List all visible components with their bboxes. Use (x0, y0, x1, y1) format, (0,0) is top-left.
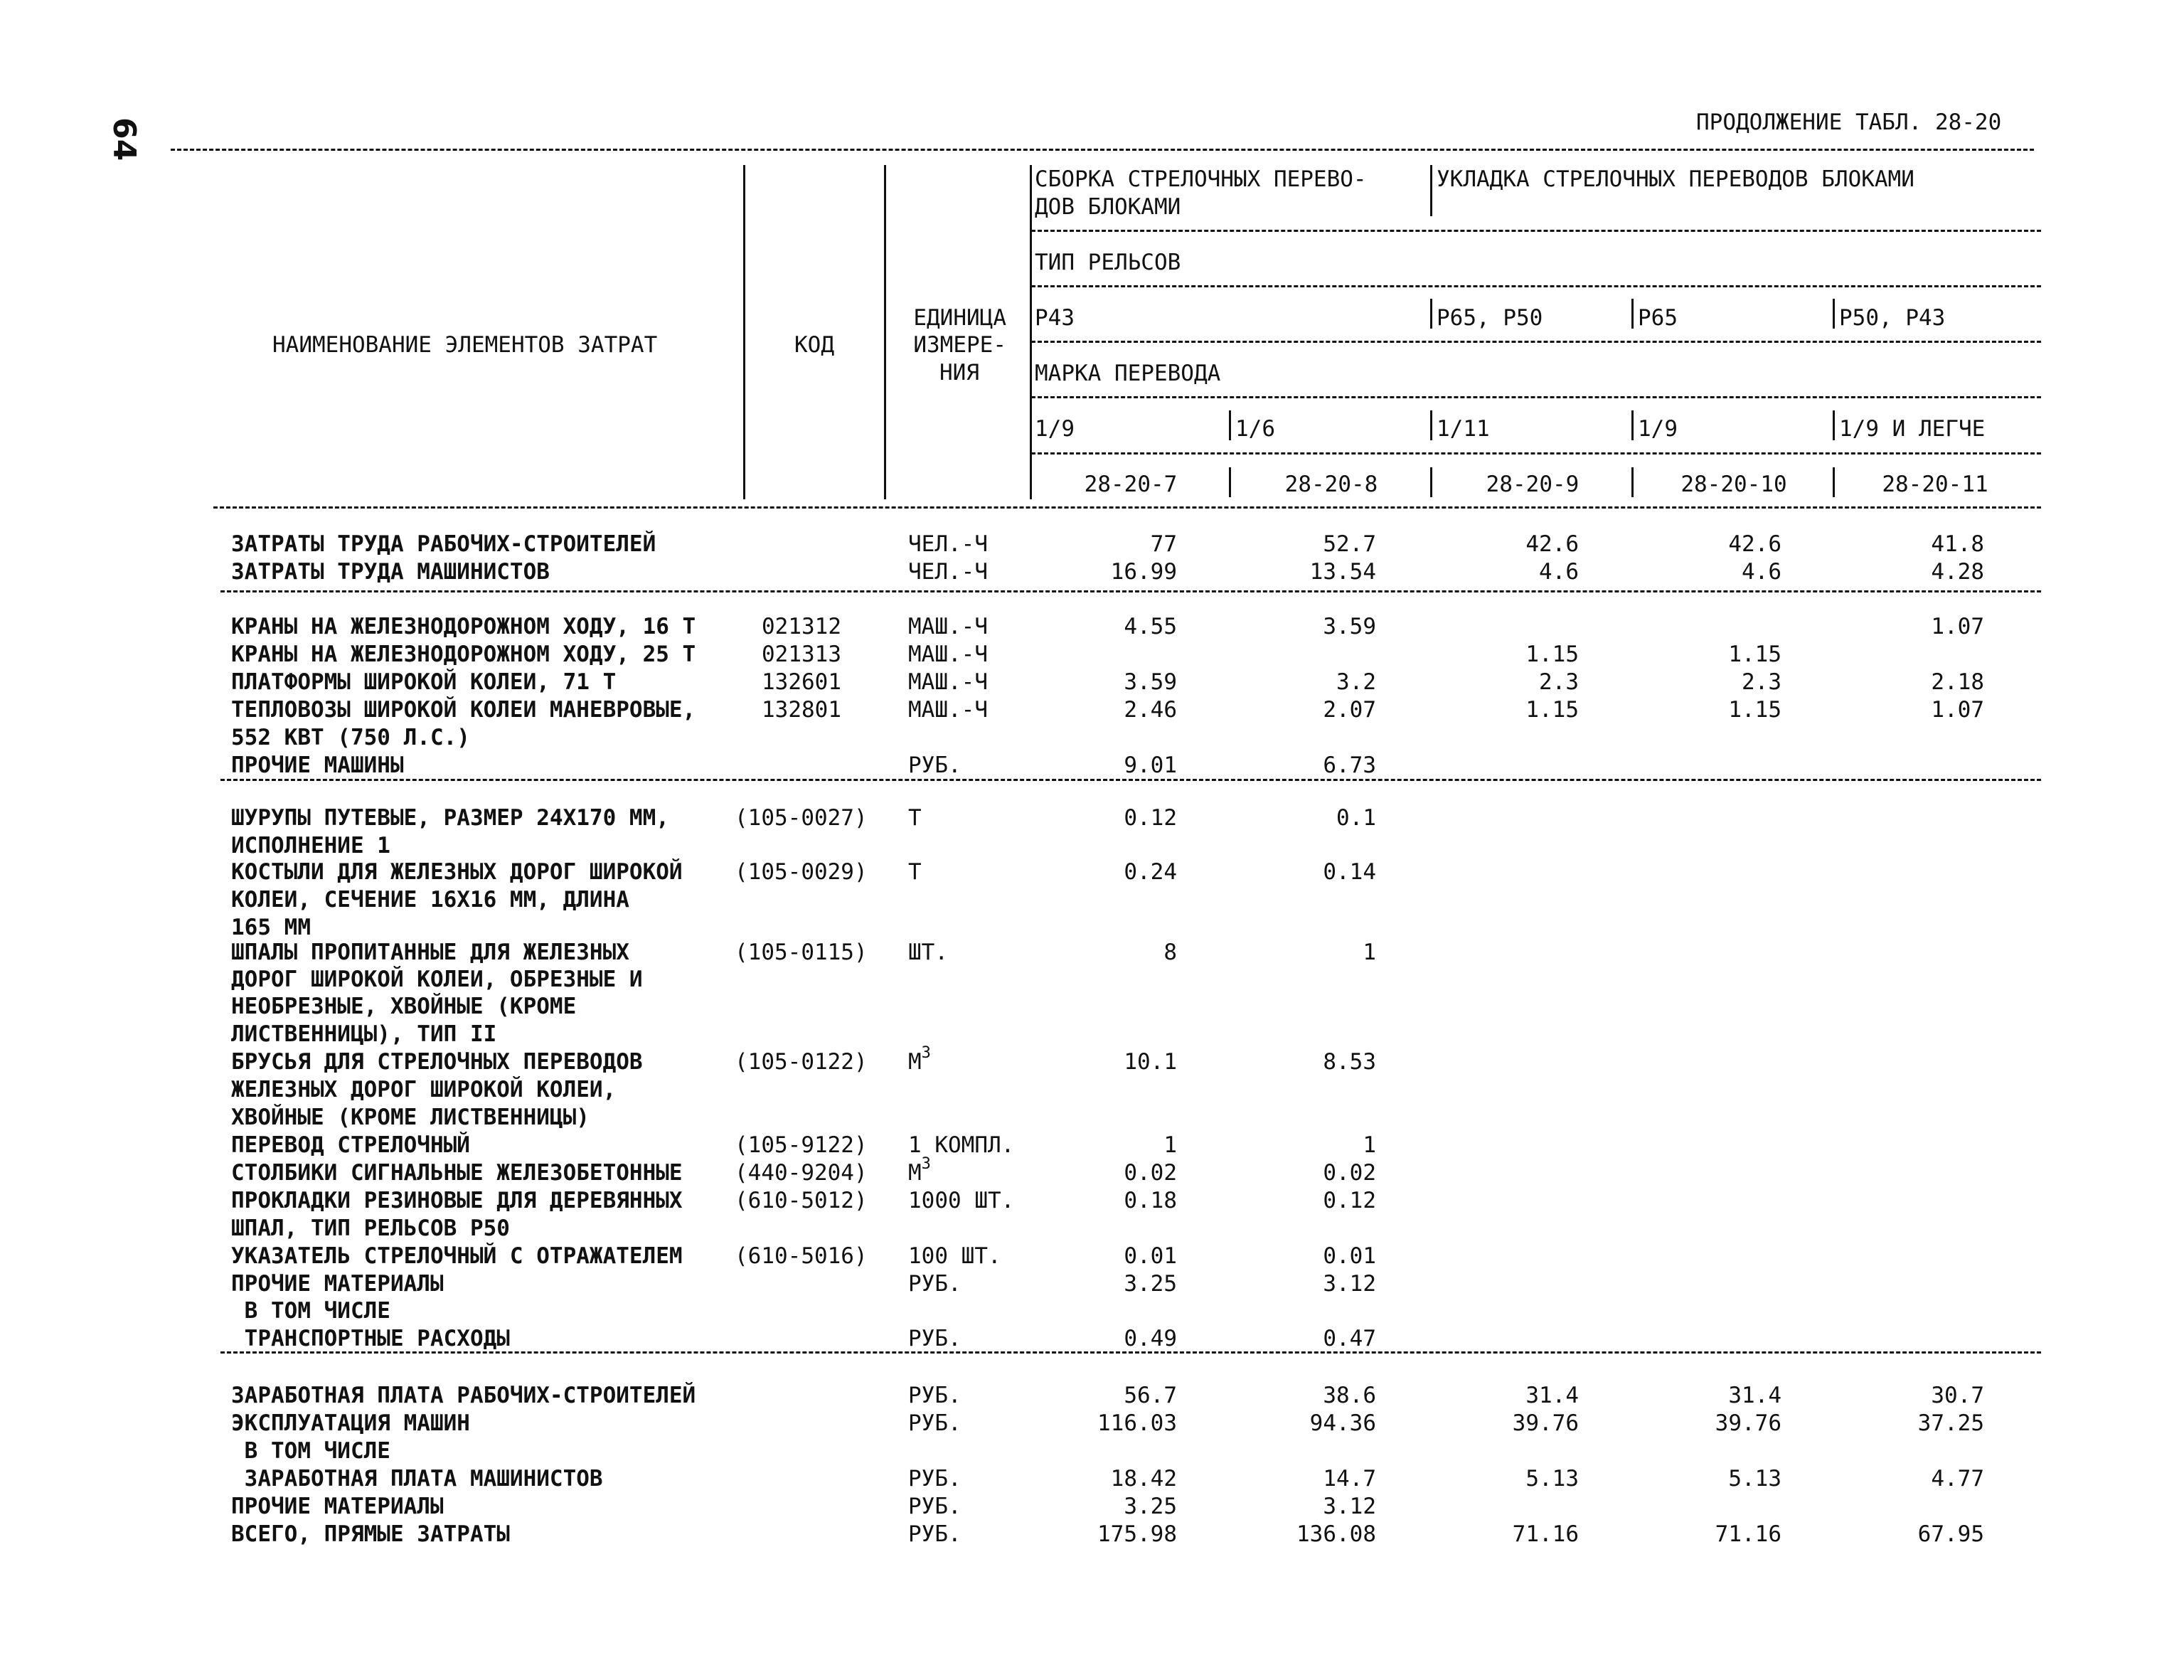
row-unit: $М^3$ (908, 1155, 931, 1186)
row-value-2: 6.73 (1323, 753, 1376, 778)
brand-4: 1/9 (1638, 416, 1678, 442)
row-value-1: 18.42 (1110, 1466, 1177, 1492)
row-value-2: 1 (1363, 1132, 1376, 1158)
row-value-2: 2.07 (1323, 697, 1376, 723)
row-name: ДОРОГ ШИРОКОЙ КОЛЕИ, ОБРЕЗНЫЕ И (231, 967, 643, 992)
row-value-2: 0.02 (1323, 1160, 1376, 1186)
rule-rail-values (1031, 341, 2041, 343)
vline-brand-3 (1631, 410, 1634, 440)
norm-code-1: 28-20-7 (1084, 472, 1178, 497)
rule-machines (220, 779, 2041, 781)
row-value-1: 116.03 (1097, 1410, 1177, 1436)
group-assembly-2: ДОВ БЛОКАМИ (1035, 194, 1181, 220)
row-value-5: 2.18 (1931, 669, 1984, 695)
row-value-2: 0.47 (1323, 1326, 1376, 1351)
row-unit: РУБ. (908, 1271, 962, 1297)
row-name: ЗАТРАТЫ ТРУДА МАШИНИСТОВ (231, 559, 550, 585)
row-value-2: 38.6 (1323, 1383, 1376, 1408)
row-name: КОЛЕИ, СЕЧЕНИЕ 16X16 ММ, ДЛИНА (231, 887, 629, 913)
row-unit: Т (908, 805, 922, 831)
row-value-2: 14.7 (1323, 1466, 1376, 1492)
row-value-5: 4.28 (1931, 559, 1984, 585)
row-value-3: 39.76 (1512, 1410, 1579, 1436)
vline-brand-4 (1833, 410, 1835, 440)
group-laying: УКЛАДКА СТРЕЛОЧНЫХ ПЕРЕВОДОВ БЛОКАМИ (1437, 166, 1914, 192)
row-name: КОСТЫЛИ ДЛЯ ЖЕЛЕЗНЫХ ДОРОГ ШИРОКОЙ (231, 859, 683, 885)
rule-brand-values (1031, 452, 2041, 454)
brand-2: 1/6 (1235, 416, 1275, 442)
vline-code-3 (1631, 467, 1634, 497)
row-name: ИСПОЛНЕНИЕ 1 (231, 833, 390, 858)
row-value-1: 3.25 (1124, 1271, 1177, 1297)
row-code: 132601 (762, 669, 841, 695)
row-value-1: 9.01 (1124, 753, 1177, 778)
row-value-1: 0.24 (1124, 859, 1177, 885)
row-value-3: 5.13 (1525, 1466, 1579, 1492)
row-name: ПРОЧИЕ МАТЕРИАЛЫ (231, 1494, 444, 1519)
norm-code-5: 28-20-11 (1882, 472, 1988, 497)
row-name: ШУРУПЫ ПУТЕВЫЕ, РАЗМЕР 24X170 ММ, (231, 805, 669, 831)
brand-label: МАРКА ПЕРЕВОДА (1035, 361, 1221, 386)
vline-code-2 (1430, 467, 1432, 497)
row-name: ХВОЙНЫЕ (КРОМЕ ЛИСТВЕННИЦЫ) (231, 1105, 590, 1130)
row-value-1: 0.18 (1124, 1188, 1177, 1213)
row-name: ЗАРАБОТНАЯ ПЛАТА МАШИНИСТОВ (231, 1466, 603, 1492)
rule-top (171, 149, 2034, 151)
row-unit: РУБ. (908, 1521, 962, 1547)
row-unit: ЧЕЛ.-Ч (908, 559, 988, 585)
vline-code (884, 165, 886, 499)
row-value-1: 56.7 (1124, 1383, 1177, 1408)
row-value-1: 0.02 (1124, 1160, 1177, 1186)
header-name: НАИМЕНОВАНИЕ ЭЛЕМЕНТОВ ЗАТРАТ (272, 332, 658, 358)
row-value-2: 136.08 (1296, 1521, 1376, 1547)
row-name: ПЕРЕВОД СТРЕЛОЧНЫЙ (231, 1132, 470, 1158)
row-value-3: 1.15 (1525, 642, 1579, 667)
row-value-1: 2.46 (1124, 697, 1177, 723)
row-unit: РУБ. (908, 1410, 962, 1436)
row-value-3: 71.16 (1512, 1521, 1579, 1547)
row-name: ТЕПЛОВОЗЫ ШИРОКОЙ КОЛЕИ МАНЕВРОВЫЕ, (231, 697, 696, 723)
row-name: В ТОМ ЧИСЛЕ (231, 1438, 390, 1464)
header-unit-1: ЕДИНИЦА (913, 305, 1006, 331)
row-code: 021313 (762, 642, 841, 667)
vline-group (1430, 165, 1432, 216)
row-value-2: 52.7 (1323, 531, 1376, 557)
row-value-2: 3.59 (1323, 614, 1376, 639)
row-unit: МАШ.-Ч (908, 642, 988, 667)
brand-3: 1/11 (1437, 416, 1490, 442)
row-unit: РУБ. (908, 1466, 962, 1492)
row-value-4: 2.3 (1742, 669, 1781, 695)
row-value-2: 0.1 (1336, 805, 1376, 831)
row-value-2: 3.12 (1323, 1271, 1376, 1297)
row-value-5: 67.95 (1917, 1521, 1984, 1547)
row-value-2: 94.36 (1309, 1410, 1376, 1436)
row-name: КРАНЫ НА ЖЕЛЕЗНОДОРОЖНОМ ХОДУ, 25 Т (231, 642, 696, 667)
row-name: БРУСЬЯ ДЛЯ СТРЕЛОЧНЫХ ПЕРЕВОДОВ (231, 1049, 643, 1075)
row-value-1: 1 (1163, 1132, 1177, 1158)
row-value-3: 4.6 (1539, 559, 1579, 585)
rail-type-label: ТИП РЕЛЬСОВ (1035, 250, 1181, 275)
row-value-1: 0.12 (1124, 805, 1177, 831)
row-name: ПРОЧИЕ МАШИНЫ (231, 753, 404, 778)
vline-unit (1030, 165, 1032, 499)
header-unit-2: ИЗМЕРЕ- (913, 332, 1006, 358)
vline-brand-2 (1430, 410, 1432, 440)
row-name: ЭКСПЛУАТАЦИЯ МАШИН (231, 1410, 470, 1436)
row-name: В ТОМ ЧИСЛЕ (231, 1298, 390, 1324)
row-code: (105-0122) (735, 1049, 868, 1075)
row-value-4: 71.16 (1715, 1521, 1781, 1547)
vline-rail-2 (1631, 299, 1634, 329)
row-code: (105-9122) (735, 1132, 868, 1158)
row-value-2: 0.14 (1323, 859, 1376, 885)
row-value-4: 42.6 (1728, 531, 1781, 557)
row-unit: $М^3$ (908, 1044, 931, 1075)
row-name: ТРАНСПОРТНЫЕ РАСХОДЫ (231, 1326, 510, 1351)
rule-group (1031, 230, 2041, 232)
vline-rail-1 (1430, 299, 1432, 329)
row-value-4: 5.13 (1728, 1466, 1781, 1492)
row-value-2: 1 (1363, 940, 1376, 965)
row-name: КРАНЫ НА ЖЕЛЕЗНОДОРОЖНОМ ХОДУ, 16 Т (231, 614, 696, 639)
norm-code-2: 28-20-8 (1284, 472, 1378, 497)
row-value-1: 10.1 (1124, 1049, 1177, 1075)
row-name: ЗАТРАТЫ ТРУДА РАБОЧИХ-СТРОИТЕЛЕЙ (231, 531, 656, 557)
row-value-1: 16.99 (1110, 559, 1177, 585)
row-code: (105-0027) (735, 805, 868, 831)
row-code: 021312 (762, 614, 841, 639)
row-name: ШПАЛ, ТИП РЕЛЬСОВ P50 (231, 1216, 510, 1241)
row-value-1: 77 (1150, 531, 1177, 557)
row-name: ШПАЛЫ ПРОПИТАННЫЕ ДЛЯ ЖЕЛЕЗНЫХ (231, 940, 629, 965)
row-name: ЗАРАБОТНАЯ ПЛАТА РАБОЧИХ-СТРОИТЕЛЕЙ (231, 1383, 696, 1408)
page-number: 64 (106, 117, 142, 161)
row-value-4: 1.15 (1728, 697, 1781, 723)
row-value-2: 0.01 (1323, 1243, 1376, 1269)
vline-rail-3 (1833, 299, 1835, 329)
header-code: КОД (794, 332, 834, 358)
continuation-note: ПРОДОЛЖЕНИЕ ТАБЛ. 28-20 (1696, 110, 2002, 135)
row-value-5: 37.25 (1917, 1410, 1984, 1436)
group-assembly-1: СБОРКА СТРЕЛОЧНЫХ ПЕРЕВО- (1035, 166, 1367, 192)
row-value-3: 42.6 (1525, 531, 1579, 557)
row-unit: МАШ.-Ч (908, 697, 988, 723)
row-value-5: 4.77 (1931, 1466, 1984, 1492)
row-unit: 1000 ШТ. (908, 1188, 1015, 1213)
row-name: ПРОЧИЕ МАТЕРИАЛЫ (231, 1271, 444, 1297)
rule-header-bottom (213, 506, 2041, 509)
row-value-2: 0.12 (1323, 1188, 1376, 1213)
vline-brand-1 (1229, 410, 1231, 440)
row-unit: РУБ. (908, 1326, 962, 1351)
row-name: ЖЕЛЕЗНЫХ ДОРОГ ШИРОКОЙ КОЛЕИ, (231, 1077, 617, 1102)
row-value-1: 8 (1163, 940, 1177, 965)
row-unit: МАШ.-Ч (908, 669, 988, 695)
row-name: ЛИСТВЕННИЦЫ), ТИП II (231, 1021, 497, 1047)
norm-code-3: 28-20-9 (1486, 472, 1580, 497)
rule-labor (220, 590, 2041, 592)
row-value-3: 31.4 (1525, 1383, 1579, 1408)
row-value-1: 3.25 (1124, 1494, 1177, 1519)
row-value-5: 41.8 (1931, 531, 1984, 557)
rail-type-3: P65 (1638, 305, 1678, 331)
row-code: (105-0029) (735, 859, 868, 885)
rule-brand (1031, 396, 2041, 398)
row-value-2: 13.54 (1309, 559, 1376, 585)
row-value-4: 4.6 (1742, 559, 1781, 585)
row-name: ПРОКЛАДКИ РЕЗИНОВЫЕ ДЛЯ ДЕРЕВЯННЫХ (231, 1188, 683, 1213)
row-value-1: 0.49 (1124, 1326, 1177, 1351)
row-value-1: 4.55 (1124, 614, 1177, 639)
row-value-3: 1.15 (1525, 697, 1579, 723)
row-value-2: 3.12 (1323, 1494, 1376, 1519)
vline-code-4 (1833, 467, 1835, 497)
rule-rail-type (1031, 285, 2041, 287)
row-name: 552 КВТ (750 Л.С.) (231, 725, 470, 750)
row-unit: РУБ. (908, 1494, 962, 1519)
brand-1: 1/9 (1035, 416, 1075, 442)
row-value-4: 1.15 (1728, 642, 1781, 667)
row-name: НЕОБРЕЗНЫЕ, ХВОЙНЫЕ (КРОМЕ (231, 994, 577, 1019)
rail-type-4: P50, P43 (1839, 305, 1946, 331)
rail-type-2: P65, P50 (1437, 305, 1543, 331)
row-unit: ЧЕЛ.-Ч (908, 531, 988, 557)
row-unit: МАШ.-Ч (908, 614, 988, 639)
vline-name (743, 165, 745, 499)
row-code: (440-9204) (735, 1160, 868, 1186)
row-value-2: 8.53 (1323, 1049, 1376, 1075)
row-code: (610-5012) (735, 1188, 868, 1213)
row-unit: Т (908, 859, 922, 885)
row-value-4: 39.76 (1715, 1410, 1781, 1436)
row-name: ПЛАТФОРМЫ ШИРОКОЙ КОЛЕИ, 71 Т (231, 669, 617, 695)
rail-type-1: P43 (1035, 305, 1075, 331)
row-value-1: 3.59 (1124, 669, 1177, 695)
vline-code-1 (1229, 467, 1231, 497)
row-name: 165 ММ (231, 915, 311, 940)
row-value-5: 30.7 (1931, 1383, 1984, 1408)
row-unit: ШТ. (908, 940, 948, 965)
row-code: (610-5016) (735, 1243, 868, 1269)
row-code: 132801 (762, 697, 841, 723)
row-value-3: 2.3 (1539, 669, 1579, 695)
row-value-1: 0.01 (1124, 1243, 1177, 1269)
row-name: ВСЕГО, ПРЯМЫЕ ЗАТРАТЫ (231, 1521, 510, 1547)
row-code: (105-0115) (735, 940, 868, 965)
header-unit-3: НИЯ (939, 360, 979, 386)
row-name: СТОЛБИКИ СИГНАЛЬНЫЕ ЖЕЛЕЗОБЕТОННЫЕ (231, 1160, 683, 1186)
row-value-4: 31.4 (1728, 1383, 1781, 1408)
row-unit: РУБ. (908, 1383, 962, 1408)
row-value-5: 1.07 (1931, 697, 1984, 723)
row-unit: РУБ. (908, 753, 962, 778)
row-value-5: 1.07 (1931, 614, 1984, 639)
brand-5: 1/9 И ЛЕГЧЕ (1839, 416, 1986, 442)
row-value-1: 175.98 (1097, 1521, 1177, 1547)
row-unit: 1 КОМПЛ. (908, 1132, 1015, 1158)
row-value-2: 3.2 (1336, 669, 1376, 695)
row-name: УКАЗАТЕЛЬ СТРЕЛОЧНЫЙ С ОТРАЖАТЕЛЕМ (231, 1243, 683, 1269)
norm-code-4: 28-20-10 (1680, 472, 1787, 497)
row-unit: 100 ШТ. (908, 1243, 1001, 1269)
